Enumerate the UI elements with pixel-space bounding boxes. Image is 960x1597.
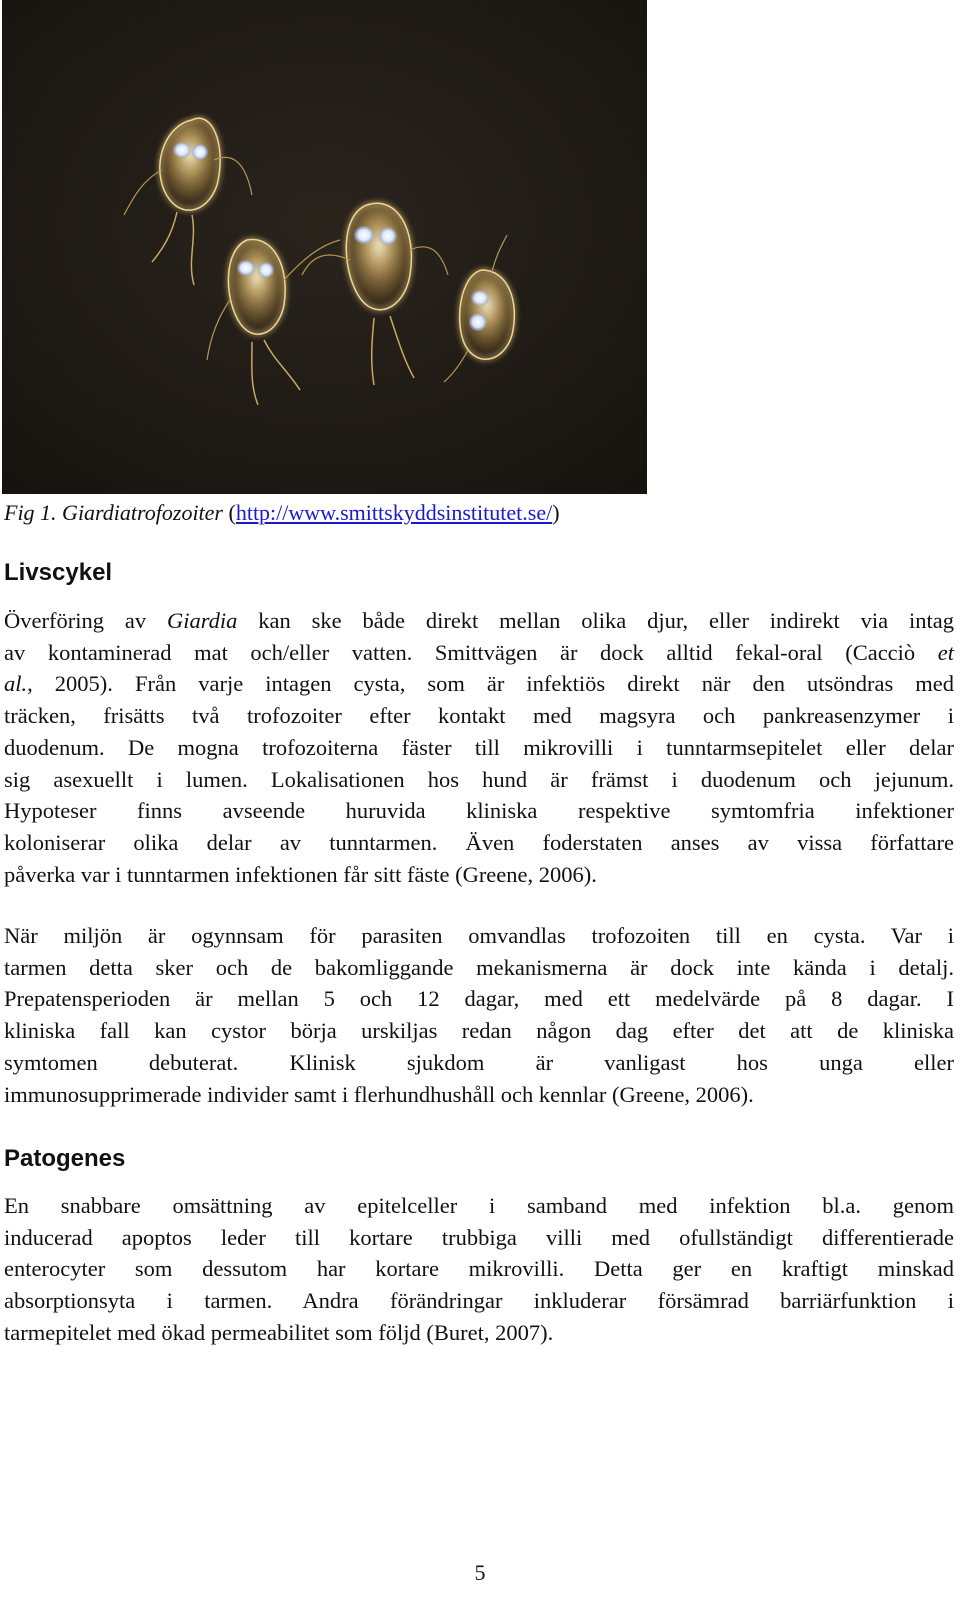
paragraph-cyst-formation (4, 920, 954, 1110)
giardia-micrograph-image (2, 0, 647, 494)
text-line: koloniserar olika delar av tunntarmen. Även foderstaten anses av vissa författare (4, 829, 954, 855)
paragraph-transmission (4, 605, 954, 890)
text-line: Prepatensperioden är mellan 5 och 12 dagar, med ett medelvärde på 8 dagar. I (4, 986, 954, 1012)
giardia-micrograph (2, 0, 647, 494)
text-line: immunosupprimerade individer samt i flerhundhushåll och kennlar (Greene, 2006). (4, 1081, 754, 1107)
text-line: En snabbare omsättning av epitelceller i samband med infektion bl.a. genom (4, 1193, 954, 1218)
heading-patogenes: Patogenes (4, 1145, 126, 1172)
text-line: absorptionsyta i tarmen. Andra förändringar inkluderar försämrad barriärfunktion i (4, 1288, 954, 1314)
text-line: duodenum. De mogna trofozoiterna fäster till mikrovilli i tunntarmsepitelet eller delar (4, 734, 954, 760)
text-line: tarmepitelet med ökad permeabilitet som följd (Buret, 2007). (4, 1319, 554, 1345)
text-line: När miljön är ogynnsam för parasiten omvandlas trofozoiten till en cysta. Var i (4, 923, 954, 948)
text-line: enterocyter som dessutom har kortare mikrovilli. Detta ger en kraftigt minskad (4, 1256, 954, 1282)
text-line: Överföring av Giardia kan ske både direkt mellan olika djur, eller indirekt via intag (4, 608, 955, 633)
text-line: al., 2005). Från varje intagen cysta, som är infektiös direkt när den utsöndras med (4, 671, 954, 697)
paragraph-pathogenesis (4, 1190, 954, 1349)
text-line: av kontaminerad mat och/eller vatten. Smittvägen är dock alltid fekal-oral (Cacciò et (4, 639, 954, 665)
text-line: Hypoteser finns avseende huruvida kliniska respektive symtomfria infektioner (4, 798, 954, 824)
caption-open-paren: ( (223, 500, 236, 525)
text-line: träcken, frisätts två trofozoiter efter kontakt med magsyra och pankreasenzymer i (4, 703, 954, 729)
text-line: symtomen debuterat. Klinisk sjukdom är vanligast hos unga eller (4, 1049, 954, 1075)
caption-label: Fig 1. Giardiatrofozoiter (4, 500, 223, 525)
text-line: påverka var i tunntarmen infektionen får sitt fäste (Greene, 2006). (4, 861, 597, 887)
text-line: sig asexuellt i lumen. Lokalisationen hos hund är främst i duodenum och jejunum. (4, 766, 954, 792)
text-line: kliniska fall kan cystor börja urskiljas redan någon dag efter det att de kliniska (4, 1018, 954, 1044)
term-giardia: Giardia (166, 608, 238, 633)
page-number: 5 (474, 1560, 486, 1585)
caption-close-paren: ) (552, 500, 560, 525)
figure-caption (4, 500, 560, 526)
source-link[interactable]: http://www.smittskyddsinstitutet.se/ (235, 500, 553, 525)
heading-livscykel: Livscykel (4, 559, 113, 586)
text-line: inducerad apoptos leder till kortare trubbiga villi med ofullständigt differentierade (4, 1224, 954, 1250)
text-line: tarmen detta sker och de bakomliggande mekanismerna är dock inte kända i detalj. (4, 954, 954, 980)
